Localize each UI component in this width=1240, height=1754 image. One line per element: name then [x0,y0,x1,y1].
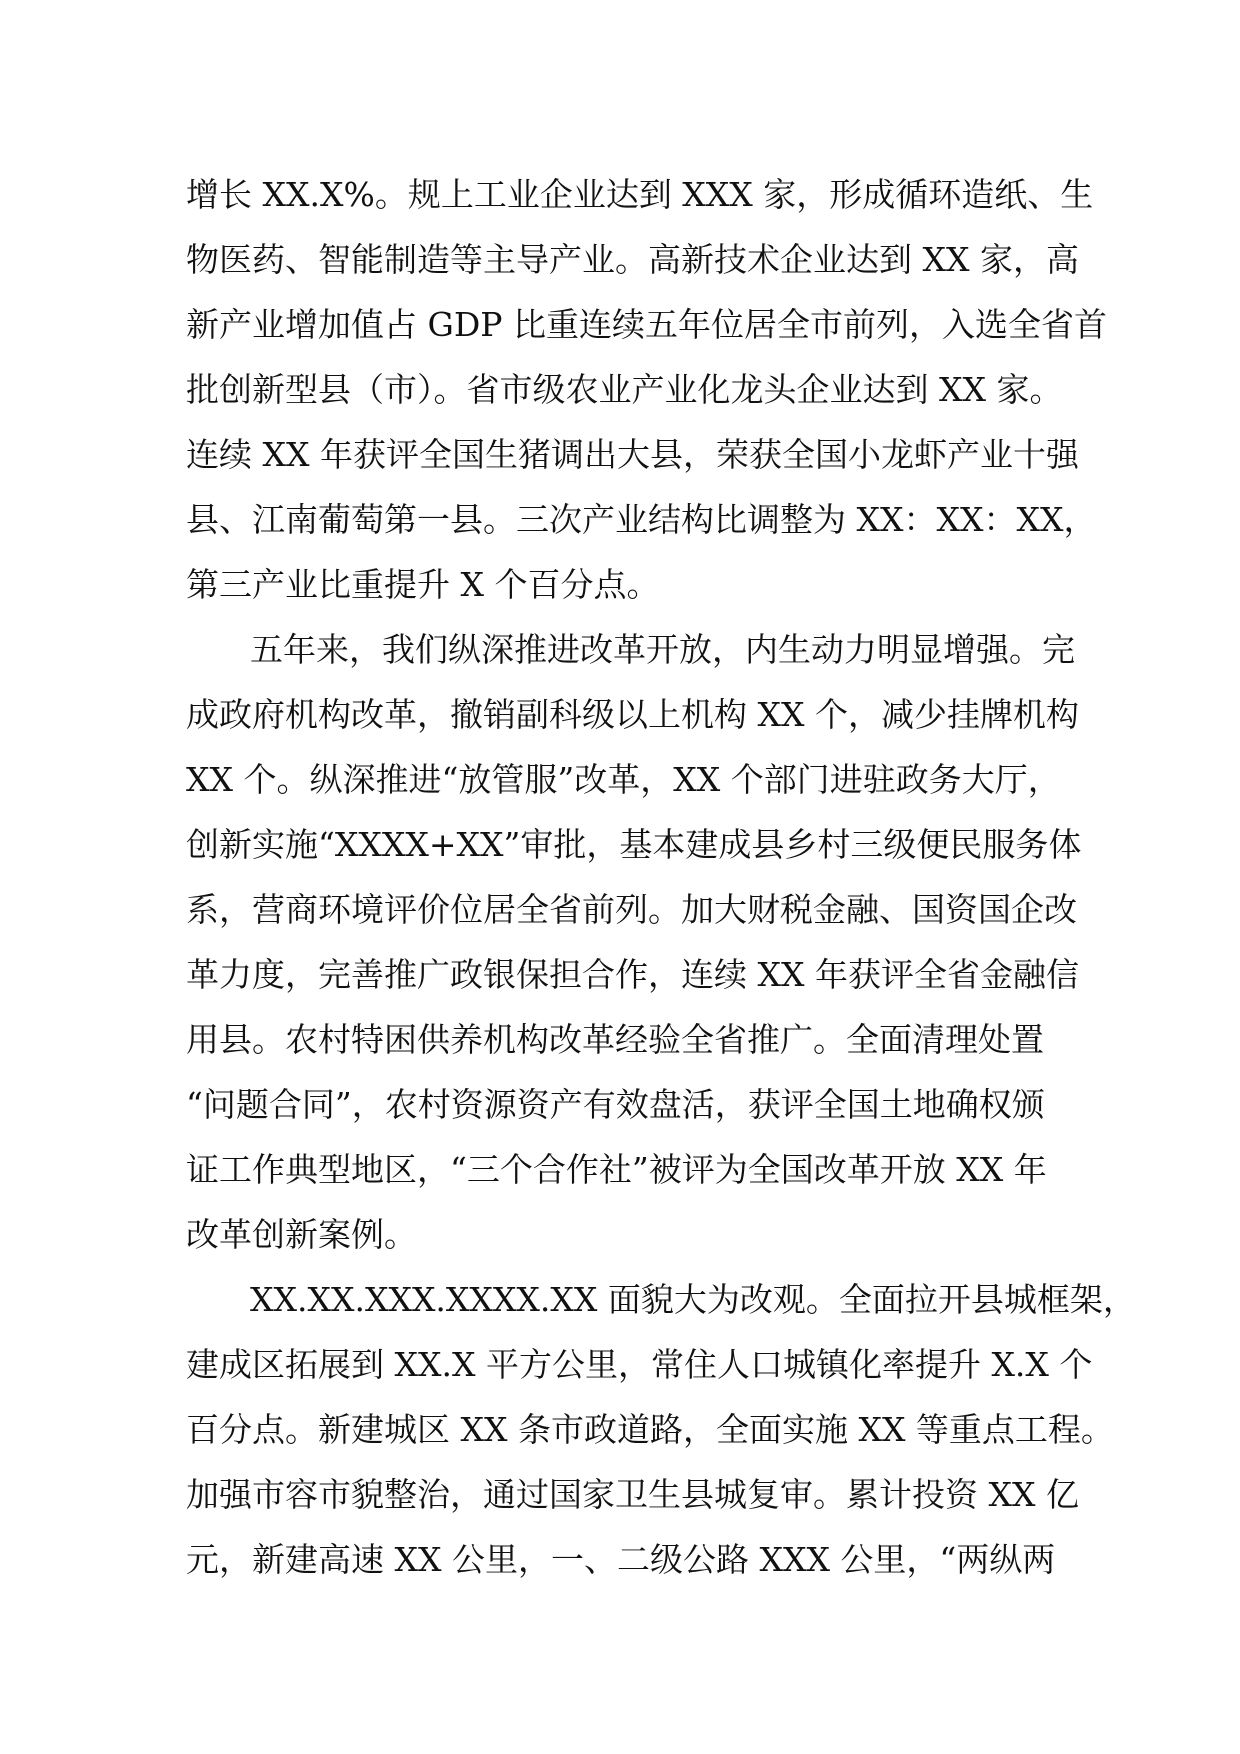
paragraph-first-line: XX.XX.XXX.XXXX.XX 面貌大为改观。全面拉开县城框架， [250,1280,1136,1319]
text-line: 改革创新案例。 [186,1215,417,1254]
text-line: 新产业增加值占 GDP 比重连续五年位居全市前列，入选全省首 [186,305,1108,344]
text-line: 连续 XX 年获评全国生猪调出大县，荣获全国小龙虾产业十强 [186,435,1079,474]
paragraph-first-line: 五年来，我们纵深推进改革开放，内生动力明显增强。完 [250,630,1075,669]
text-line: “问题合同”，农村资源资产有效盘活，获评全国土地确权颁 [186,1085,1045,1124]
text-line: 用县。农村特困供养机构改革经验全省推广。全面清理处置 [186,1020,1044,1059]
text-line: 系，营商环境评价位居全省前列。加大财税金融、国资国企改 [186,890,1077,929]
text-line: 增长 XX.X%。规上工业企业达到 XXX 家，形成循环造纸、生 [186,175,1094,214]
text-line: 建成区拓展到 XX.X 平方公里，常住人口城镇化率提升 X.X 个 [186,1345,1093,1384]
text-line: XX 个。纵深推进“放管服”改革，XX 个部门进驻政务大厅， [186,760,1061,799]
body-text [186,162,1136,1592]
text-line: 加强市容市貌整治，通过国家卫生县城复审。累计投资 XX 亿 [186,1475,1079,1514]
text-line: 证工作典型地区，“三个合作社”被评为全国改革开放 XX 年 [186,1150,1047,1189]
text-line: 创新实施“XXXX+XX”审批，基本建成县乡村三级便民服务体 [186,825,1082,864]
text-line: 县、江南葡萄第一县。三次产业结构比调整为 XX：XX：XX， [186,500,1097,539]
text-line: 百分点。新建城区 XX 条市政道路，全面实施 XX 等重点工程。 [186,1410,1114,1449]
text-line: 元，新建高速 XX 公里，一、二级公路 XXX 公里，“两纵两 [186,1540,1056,1579]
text-line: 批创新型县（市）。省市级农业产业化龙头企业达到 XX 家。 [186,370,1063,409]
text-line: 成政府机构改革，撤销副科级以上机构 XX 个，减少挂牌机构 [186,695,1079,734]
text-line: 第三产业比重提升 X 个百分点。 [186,565,660,604]
text-line: 物医药、智能制造等主导产业。高新技术企业达到 XX 家，高 [186,240,1079,279]
text-line: 革力度，完善推广政银保担合作，连续 XX 年获评全省金融信 [186,955,1079,994]
